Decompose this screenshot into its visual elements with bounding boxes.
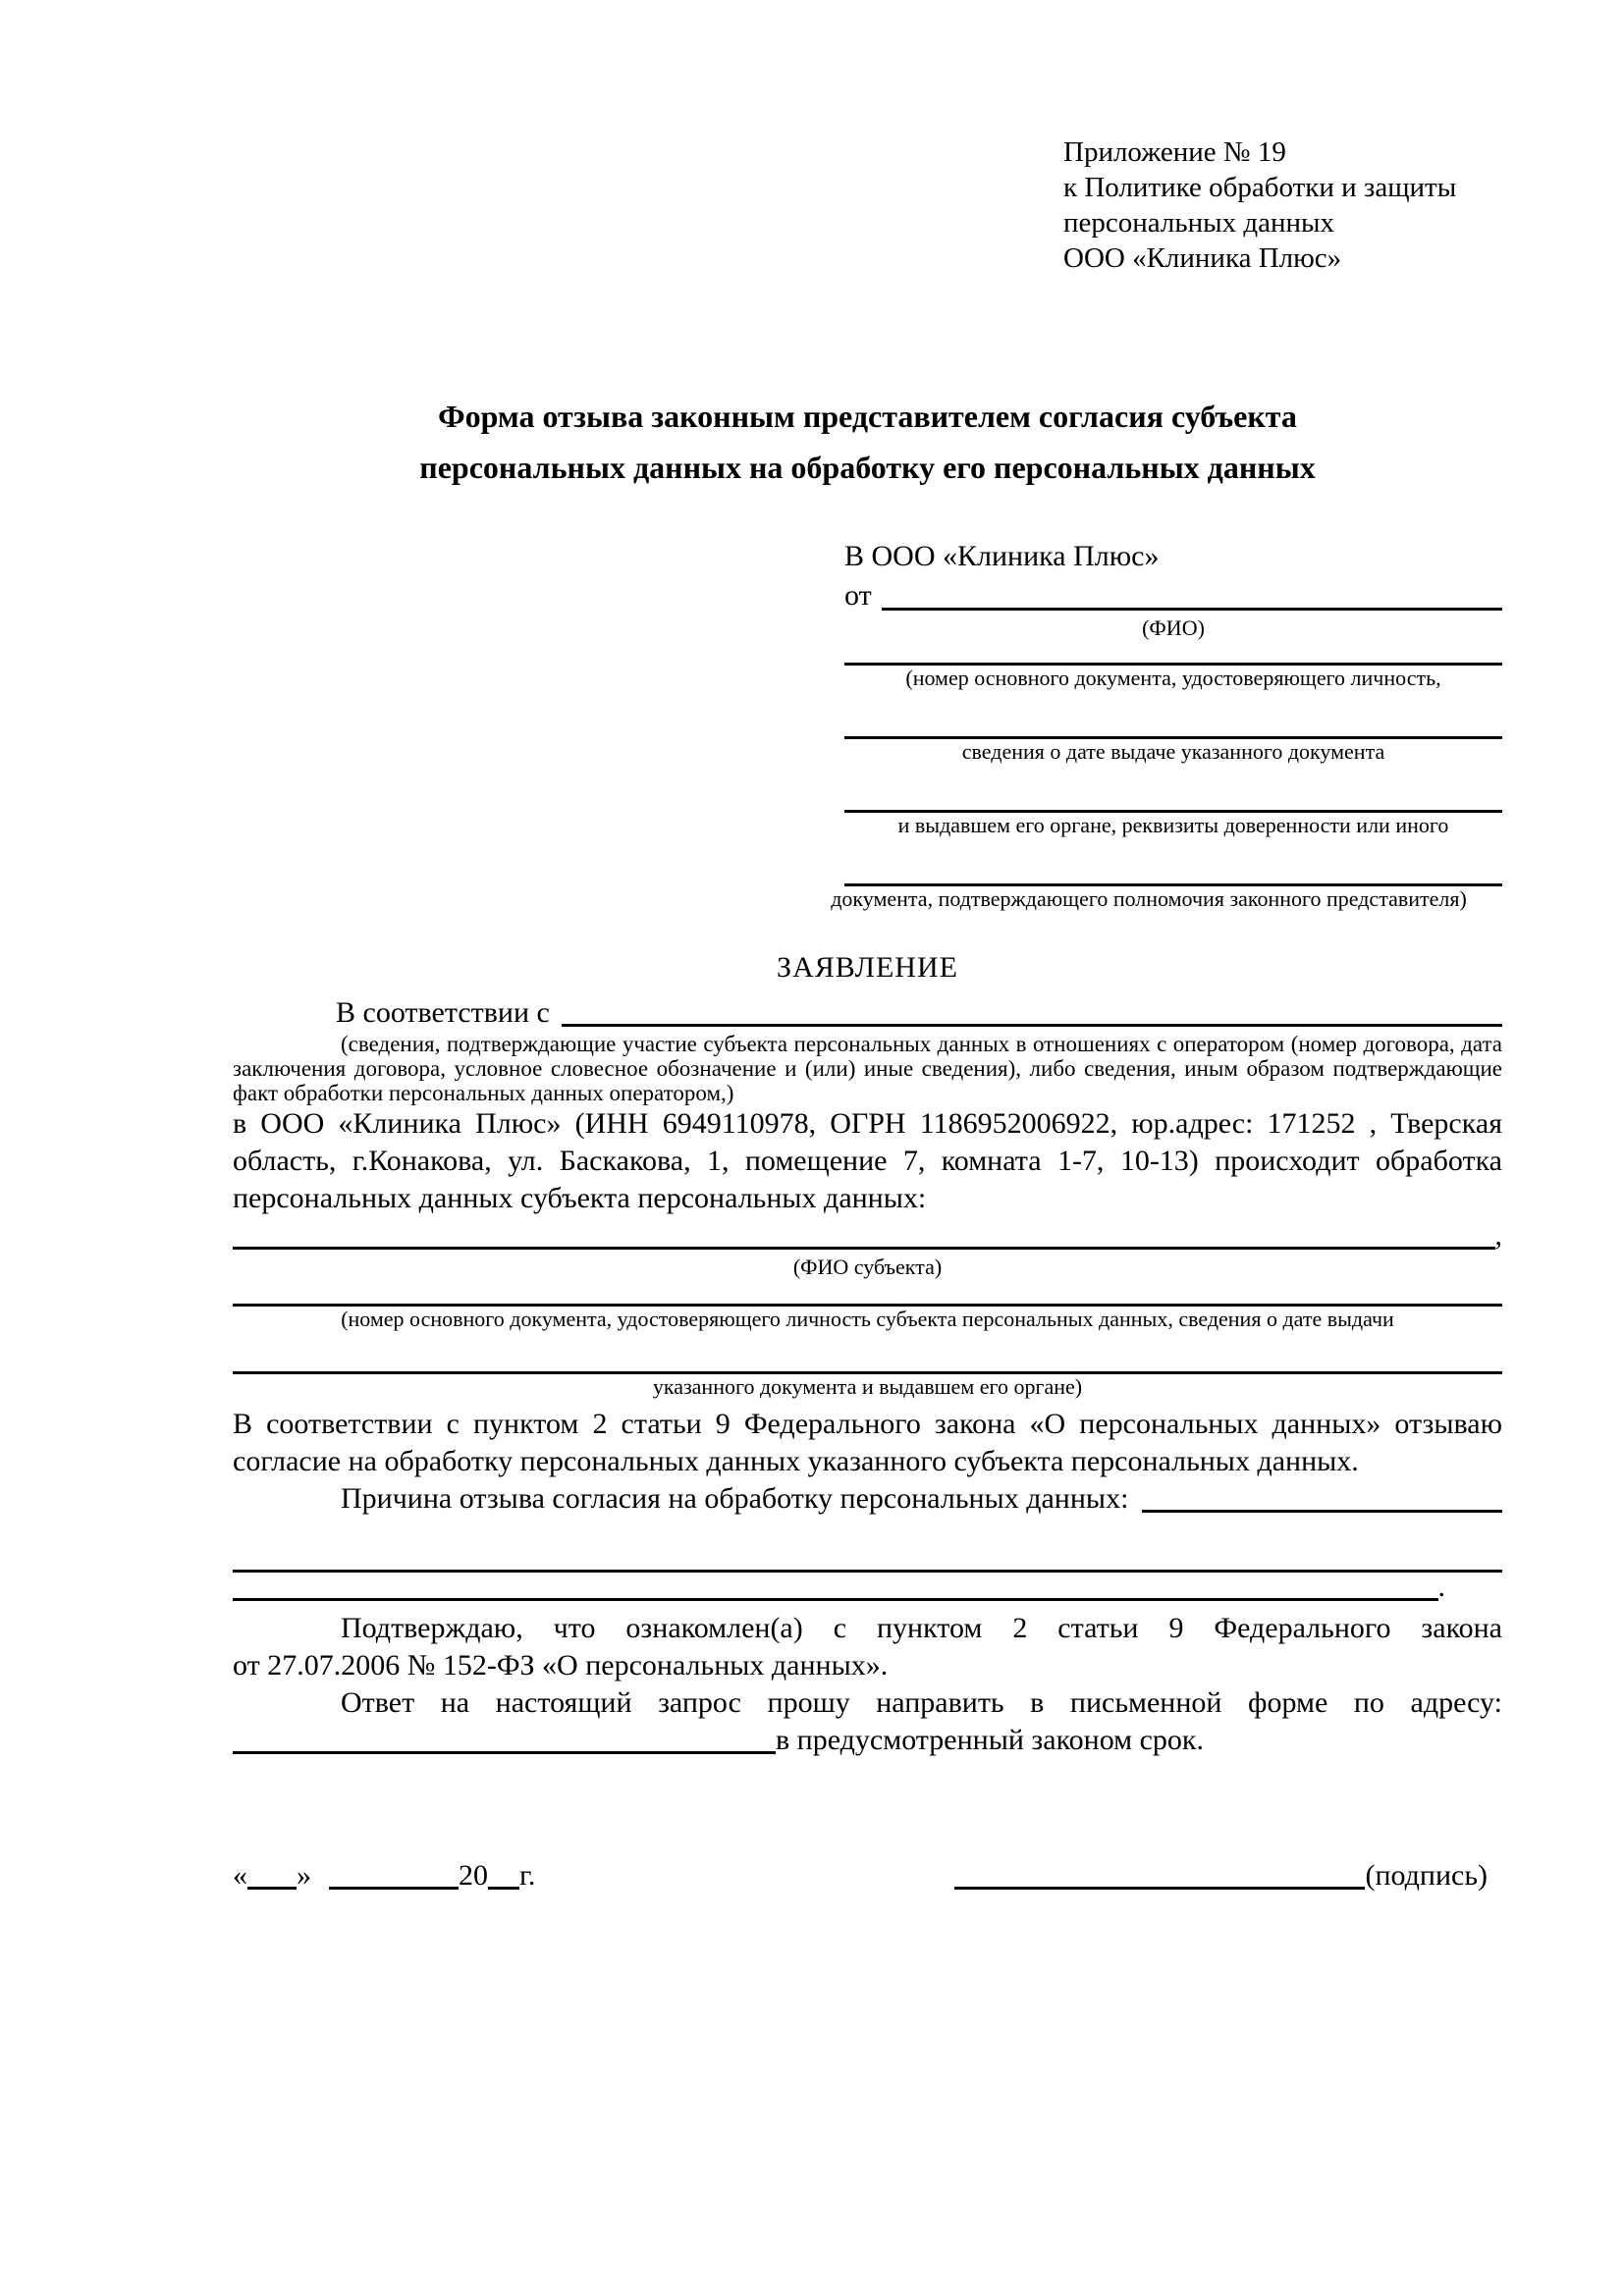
field-caption: и выдавшем его органе, реквизиты доверенности или иного	[897, 813, 1449, 837]
date-year-prefix: 20	[459, 1859, 488, 1892]
date-signature-row	[233, 1857, 1502, 1895]
confirm-line-2: от 27.07.2006 № 152-ФЗ «О персональных данных».	[233, 1649, 889, 1682]
reply-line-1: Ответ на настоящий запрос прошу направить в письменной форме по адресу:	[341, 1686, 1502, 1719]
date-month-blank-line	[329, 1887, 459, 1890]
date-close-quote: »	[297, 1859, 311, 1892]
document-title-line: персональных данных на обработку его персональных данных	[419, 450, 1316, 485]
addressee-block	[831, 537, 1502, 912]
appendix-line: к Политике обработки и защиты	[1063, 172, 1457, 203]
addressee-organization: В ООО «Клиника Плюс»	[844, 540, 1160, 572]
subject-fio-trailing-comma: ,	[1494, 1219, 1502, 1252]
intro-blank-line	[562, 1024, 1502, 1027]
date-day-blank-line	[247, 1887, 297, 1890]
appendix-line: персональных данных	[1063, 207, 1335, 239]
from-field	[844, 576, 1502, 615]
representative-doc-field	[844, 736, 1502, 765]
from-label: от	[844, 579, 872, 612]
field-caption: (номер основного документа, удостоверяющего личность субъекта персональных данных, сведения о дате выдачи	[341, 1307, 1394, 1331]
statement-heading: ЗАЯВЛЕНИЕ	[777, 951, 958, 984]
continuation-trailing-period: .	[1437, 1571, 1445, 1603]
subject-doc-field	[233, 1304, 1502, 1332]
intro-label: В соответствии с	[336, 996, 550, 1029]
date-field	[233, 1857, 535, 1895]
intro-note: (сведения, подтверждающие участие субъекта персональных данных в отношениях с оператором (номер договора, дата заключения договора, условное словесное обозначение и (или) иные сведения), либо сведения, иным образом подтверждающие факт обработки персональных данных оператором,)	[233, 1032, 1502, 1105]
continuation-blank-line	[233, 1569, 1502, 1606]
signature-blank-line	[954, 1887, 1365, 1890]
signature-field	[954, 1857, 1488, 1895]
continuation-fill-line	[233, 1598, 1438, 1601]
document-title-line: Форма отзыва законным представителем согласия субъекта	[438, 399, 1297, 434]
reason-field	[233, 1480, 1502, 1518]
date-year-suffix: г.	[519, 1859, 536, 1892]
reply-address-field	[233, 1722, 1502, 1759]
reply-tail: в предусмотренный законом срок.	[776, 1724, 1204, 1756]
representative-doc-field	[831, 883, 1502, 912]
subject-doc-field	[233, 1371, 1502, 1400]
operator-paragraph: в ООО «Клиника Плюс» (ИНН 6949110978, ОГРН 1186952006922, юр.адрес: 171252 , Тверская область, г.Конакова, ул. Баскакова, 1, помещение 7, комната 1-7, 10-13) происходит обработка персональных данных субъекта персональных данных:	[233, 1107, 1502, 1214]
reply-address-blank-line	[233, 1751, 776, 1754]
field-caption: (номер основного документа, удостоверяющего личность,	[905, 666, 1441, 690]
document-title	[233, 391, 1502, 493]
representative-doc-field	[844, 663, 1502, 691]
field-caption: сведения о дате выдаче указанного документа	[961, 739, 1385, 764]
field-caption: документа, подтверждающего полномочия законного представителя)	[831, 886, 1467, 911]
reason-label: Причина отзыва согласия на обработку персональных данных:	[341, 1482, 1129, 1515]
date-year-blank-line	[488, 1887, 519, 1890]
subject-fio-blank-line	[233, 1247, 1495, 1250]
date-open-quote: «	[233, 1859, 247, 1892]
appendix-block	[1063, 0, 1502, 276]
field-caption: указанного документа и выдавшем его органе)	[652, 1374, 1083, 1399]
signature-caption: (подпись)	[1365, 1859, 1488, 1892]
law-paragraph: В соответствии с пунктом 2 статьи 9 Федерального закона «О персональных данных» отзываю согласие на обработку персональных данных указанного субъекта персональных данных.	[233, 1408, 1502, 1477]
fio-caption: (ФИО)	[1142, 615, 1205, 640]
subject-fio-field	[233, 1217, 1502, 1255]
appendix-line: Приложение № 19	[1063, 136, 1286, 168]
from-blank-line	[882, 608, 1502, 611]
appendix-line: ООО «Клиника Плюс»	[1063, 242, 1342, 274]
subject-fio-caption: (ФИО субъекта)	[792, 1255, 943, 1279]
reason-blank-line	[1142, 1510, 1502, 1513]
document-content	[233, 0, 1502, 1895]
intro-field	[233, 994, 1502, 1032]
representative-doc-field	[844, 810, 1502, 838]
confirm-line-1: Подтверждаю, что ознакомлен(а) с пунктом 2 статьи 9 Федерального закона	[341, 1612, 1502, 1644]
